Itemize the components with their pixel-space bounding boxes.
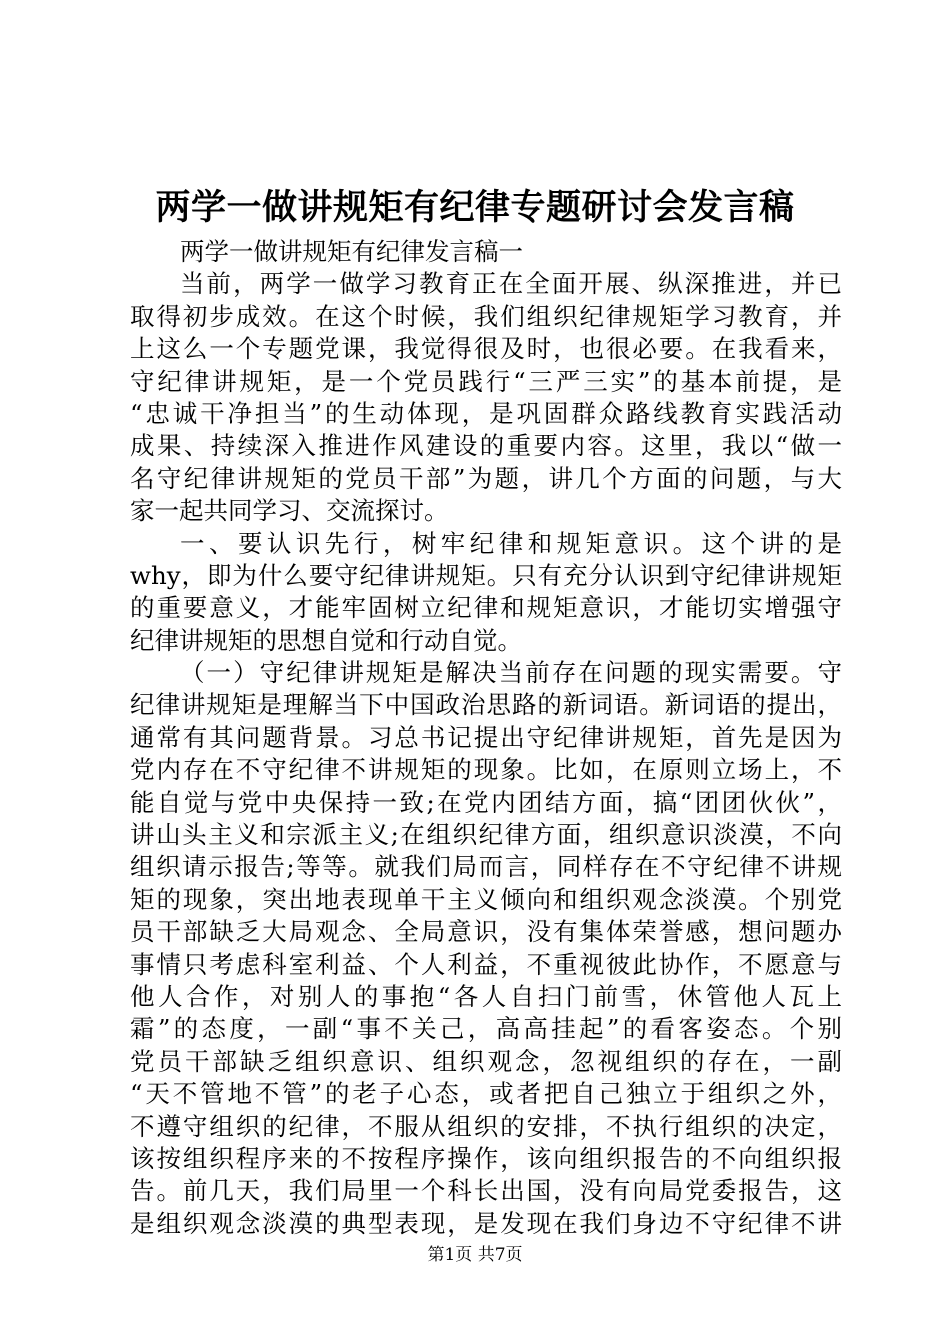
text-line: “天不管地不管”的老子心态，或者把自己独立于组织之外， [130,1079,842,1109]
text-line: 当前，两学一做学习教育正在全面开展、纵深推进，并已 [180,269,842,299]
text-line: 该按组织程序来的不按程序操作，该向组织报告的不向组织报 [130,1143,842,1173]
text-line: “忠诚干净担当”的生动体现，是巩固群众路线教育实践活动 [130,398,842,428]
text-line: 党员干部缺乏组织意识、组织观念，忽视组织的存在，一副 [130,1046,842,1076]
text-line: 不遵守组织的纪律，不服从组织的安排，不执行组织的决定， [130,1111,842,1141]
text-line: 是组织观念淡漠的典型表现，是发现在我们身边不守纪律不讲 [130,1208,842,1238]
text-line: 组织请示报告;等等。就我们局而言，同样存在不守纪律不讲规 [130,852,842,882]
text-line: 矩的现象，突出地表现单干主义倾向和组织观念淡漠。个别党 [130,884,842,914]
text-line: 一、要认识先行，树牢纪律和规矩意识。这个讲的是 [180,528,842,558]
text-line: 名守纪律讲规矩的党员干部”为题，讲几个方面的问题，与大 [130,463,842,493]
text-line: why，即为什么要守纪律讲规矩。只有充分认识到守纪律讲规矩 [130,560,842,590]
text-line: 事情只考虑科室利益、个人利益，不重视彼此协作，不愿意与 [130,949,842,979]
text-line: 党内存在不守纪律不讲规矩的现象。比如，在原则立场上，不 [130,755,842,785]
text-line: 霜”的态度，一副“事不关己，高高挂起”的看客姿态。个别 [130,1014,842,1044]
text-line: 的重要意义，才能牢固树立纪律和规矩意识，才能切实增强守 [130,593,842,623]
section-subtitle: 两学一做讲规矩有纪律发言稿一 [180,237,523,266]
text-line: 家一起共同学习、交流探讨。 [130,496,449,526]
text-line: 成果、持续深入推进作风建设的重要内容。这里，我以“做一 [130,431,842,461]
document-body [130,236,842,1240]
document-title: 两学一做讲规矩有纪律专题研讨会发言稿 [155,187,795,228]
text-line: （一）守纪律讲规矩是解决当前存在问题的现实需要。守 [180,658,842,688]
text-line: 守纪律讲规矩，是一个党员践行“三严三实”的基本前提，是 [130,366,842,396]
text-line: 纪律讲规矩的思想自觉和行动自觉。 [130,625,522,655]
text-line: 告。前几天，我们局里一个科长出国，没有向局党委报告，这 [130,1176,842,1206]
text-line: 上这么一个专题党课，我觉得很及时，也很必要。在我看来， [130,334,842,364]
text-line: 他人合作，对别人的事抱“各人自扫门前雪，休管他人瓦上 [130,981,842,1011]
page-number-footer: 第1页 共7页 [427,1245,523,1265]
text-line: 纪律讲规矩是理解当下中国政治思路的新词语。新词语的提出， [130,690,842,720]
text-line: 员干部缺乏大局观念、全局意识，没有集体荣誉感，想问题办 [130,917,842,947]
text-line: 取得初步成效。在这个时候，我们组织纪律规矩学习教育，并 [130,301,842,331]
text-line: 通常有其问题背景。习总书记提出守纪律讲规矩，首先是因为 [130,722,842,752]
text-line: 能自觉与党中央保持一致;在党内团结方面，搞“团团伙伙”， [130,787,842,817]
text-line: 讲山头主义和宗派主义;在组织纪律方面，组织意识淡漠，不向 [130,820,842,850]
